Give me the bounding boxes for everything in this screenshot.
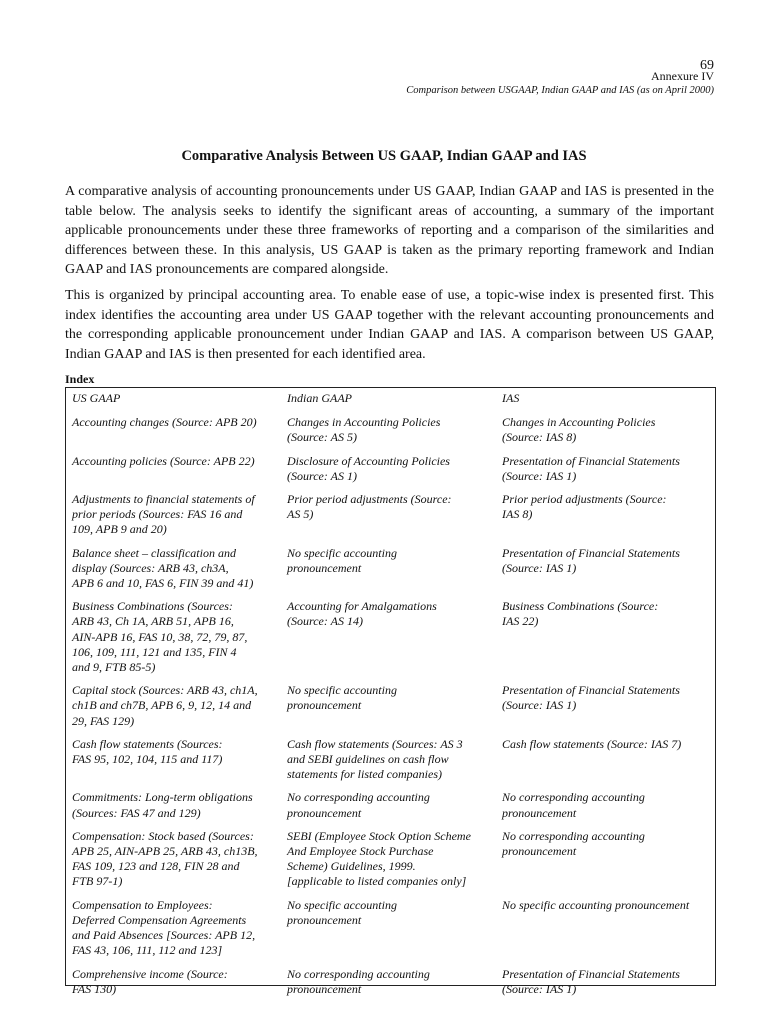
table-row xyxy=(66,599,715,675)
cell-indian-gaap: Prior period adjustments (Source: AS 5) xyxy=(287,492,452,522)
cell-ias: Cash flow statements (Source: IAS 7) xyxy=(502,736,682,751)
annexure-label: Annexure IV xyxy=(651,69,714,83)
cell-us-gaap: Compensation to Employees: Deferred Compensation Agreements and Paid Absences [Sources: APB 12, FAS 43, 106, 111, 112 and 123] xyxy=(72,897,256,958)
intro-paragraph: A comparative analysis of accounting pronouncements under US GAAP, Indian GAAP and IAS is presented in the table below. The analysis seeks to identify the significant areas of accounting, a summary of the important applicable pronouncements under these three frameworks of reporting and a comparison of the similarities and differences between these. In this analysis, US GAAP is taken as the primary reporting framework and Indian GAAP and IAS pronouncements are compared alongside. xyxy=(65,184,714,277)
cell-us-gaap: Compensation: Stock based (Sources: APB 25, AIN-APB 25, ARB 43, ch13B, FAS 109, 123 and 128, FIN 28 and FTB 97-1) xyxy=(72,828,258,889)
cell-ias: No corresponding accounting pronouncement xyxy=(502,790,645,820)
table-row xyxy=(66,737,715,783)
cell-ias: Presentation of Financial Statements (Source: IAS 1) xyxy=(502,453,680,483)
cell-indian-gaap: SEBI (Employee Stock Option Scheme And Employee Stock Purchase Scheme) Guidelines, 1999. [applicable to listed companies only] xyxy=(287,828,471,889)
cell-us-gaap: Comprehensive income (Source: FAS 130) xyxy=(72,966,228,996)
cell-us-gaap: Capital stock (Sources: ARB 43, ch1A, ch1B and ch7B, APB 6, 9, 12, 14 and 29, FAS 129) xyxy=(72,683,258,728)
column-header-indian-gaap: Indian GAAP xyxy=(287,391,352,405)
cell-ias: Prior period adjustments (Source: IAS 8) xyxy=(502,492,667,522)
cell-indian-gaap: Cash flow statements (Sources: AS 3 and SEBI guidelines on cash flow statements for listed companies) xyxy=(287,736,463,782)
cell-us-gaap: Business Combinations (Sources: ARB 43, Ch 1A, ARB 51, APB 16, AIN-APB 16, FAS 10, 38, 72, 79, 87, 106, 109, 111, 121 and 135, FIN 4 and 9, FTB 85-5) xyxy=(72,599,248,675)
page-number: 69 xyxy=(700,58,714,73)
cell-us-gaap: Commitments: Long-term obligations (Sources: FAS 47 and 129) xyxy=(72,790,253,820)
table-row xyxy=(66,415,715,445)
table-row xyxy=(66,898,715,959)
running-head: Comparison between USGAAP, Indian GAAP and IAS (as on April 2000) xyxy=(406,85,714,96)
page-title: Comparative Analysis Between US GAAP, Indian GAAP and IAS xyxy=(181,148,587,164)
cell-indian-gaap: Accounting for Amalgamations (Source: AS 14) xyxy=(287,599,437,629)
cell-ias: Presentation of Financial Statements (Source: IAS 1) xyxy=(502,545,680,575)
cell-indian-gaap: No corresponding accounting pronouncement xyxy=(287,966,430,996)
cell-ias: Business Combinations (Source: IAS 22) xyxy=(502,599,659,629)
cell-ias: No specific accounting pronouncement xyxy=(502,897,690,912)
index-table xyxy=(65,387,716,996)
table-row xyxy=(66,967,715,997)
index-table-header xyxy=(66,388,715,406)
table-row xyxy=(66,546,715,592)
cell-us-gaap: Adjustments to financial statements of prior periods (Sources: FAS 16 and 109, APB 9 and 20) xyxy=(72,492,255,537)
index-label: Index xyxy=(65,372,95,386)
cell-ias: Changes in Accounting Policies (Source: IAS 8) xyxy=(502,415,656,445)
organization-paragraph: This is organized by principal accounting area. To enable ease of use, a topic-wise index is presented first. This index identifies the accounting area under US GAAP together with the relevant accounting pronouncements and the corresponding applicable pronouncement under Indian GAAP and IAS. A comparison between US GAAP, Indian GAAP and IAS is then presented for each identified area. xyxy=(65,288,714,362)
cell-indian-gaap: No specific accounting pronouncement xyxy=(287,545,397,575)
column-header-ias: IAS xyxy=(502,391,520,405)
cell-indian-gaap: Changes in Accounting Policies (Source: AS 5) xyxy=(287,415,441,445)
cell-us-gaap: Cash flow statements (Sources: FAS 95, 102, 104, 115 and 117) xyxy=(72,736,223,767)
column-header-us-gaap: US GAAP xyxy=(72,391,121,405)
cell-ias: Presentation of Financial Statements (Source: IAS 1) xyxy=(502,966,680,996)
table-row xyxy=(66,492,715,538)
cell-ias: No corresponding accounting pronouncement xyxy=(502,828,645,859)
cell-ias: Presentation of Financial Statements (Source: IAS 1) xyxy=(502,683,680,713)
table-row xyxy=(66,683,715,729)
cell-indian-gaap: No corresponding accounting pronouncement xyxy=(287,790,430,820)
table-row xyxy=(66,790,715,820)
cell-indian-gaap: No specific accounting pronouncement xyxy=(287,897,397,927)
cell-indian-gaap: Disclosure of Accounting Policies (Source: AS 1) xyxy=(287,453,450,483)
cell-us-gaap: Accounting changes (Source: APB 20) xyxy=(72,415,257,430)
table-row xyxy=(66,829,715,890)
table-row xyxy=(66,454,715,484)
cell-us-gaap: Balance sheet – classification and display (Sources: ARB 43, ch3A, APB 6 and 10, FAS 6, FIN 39 and 41) xyxy=(72,545,254,591)
cell-us-gaap: Accounting policies (Source: APB 22) xyxy=(72,453,255,468)
cell-indian-gaap: No specific accounting pronouncement xyxy=(287,683,397,713)
